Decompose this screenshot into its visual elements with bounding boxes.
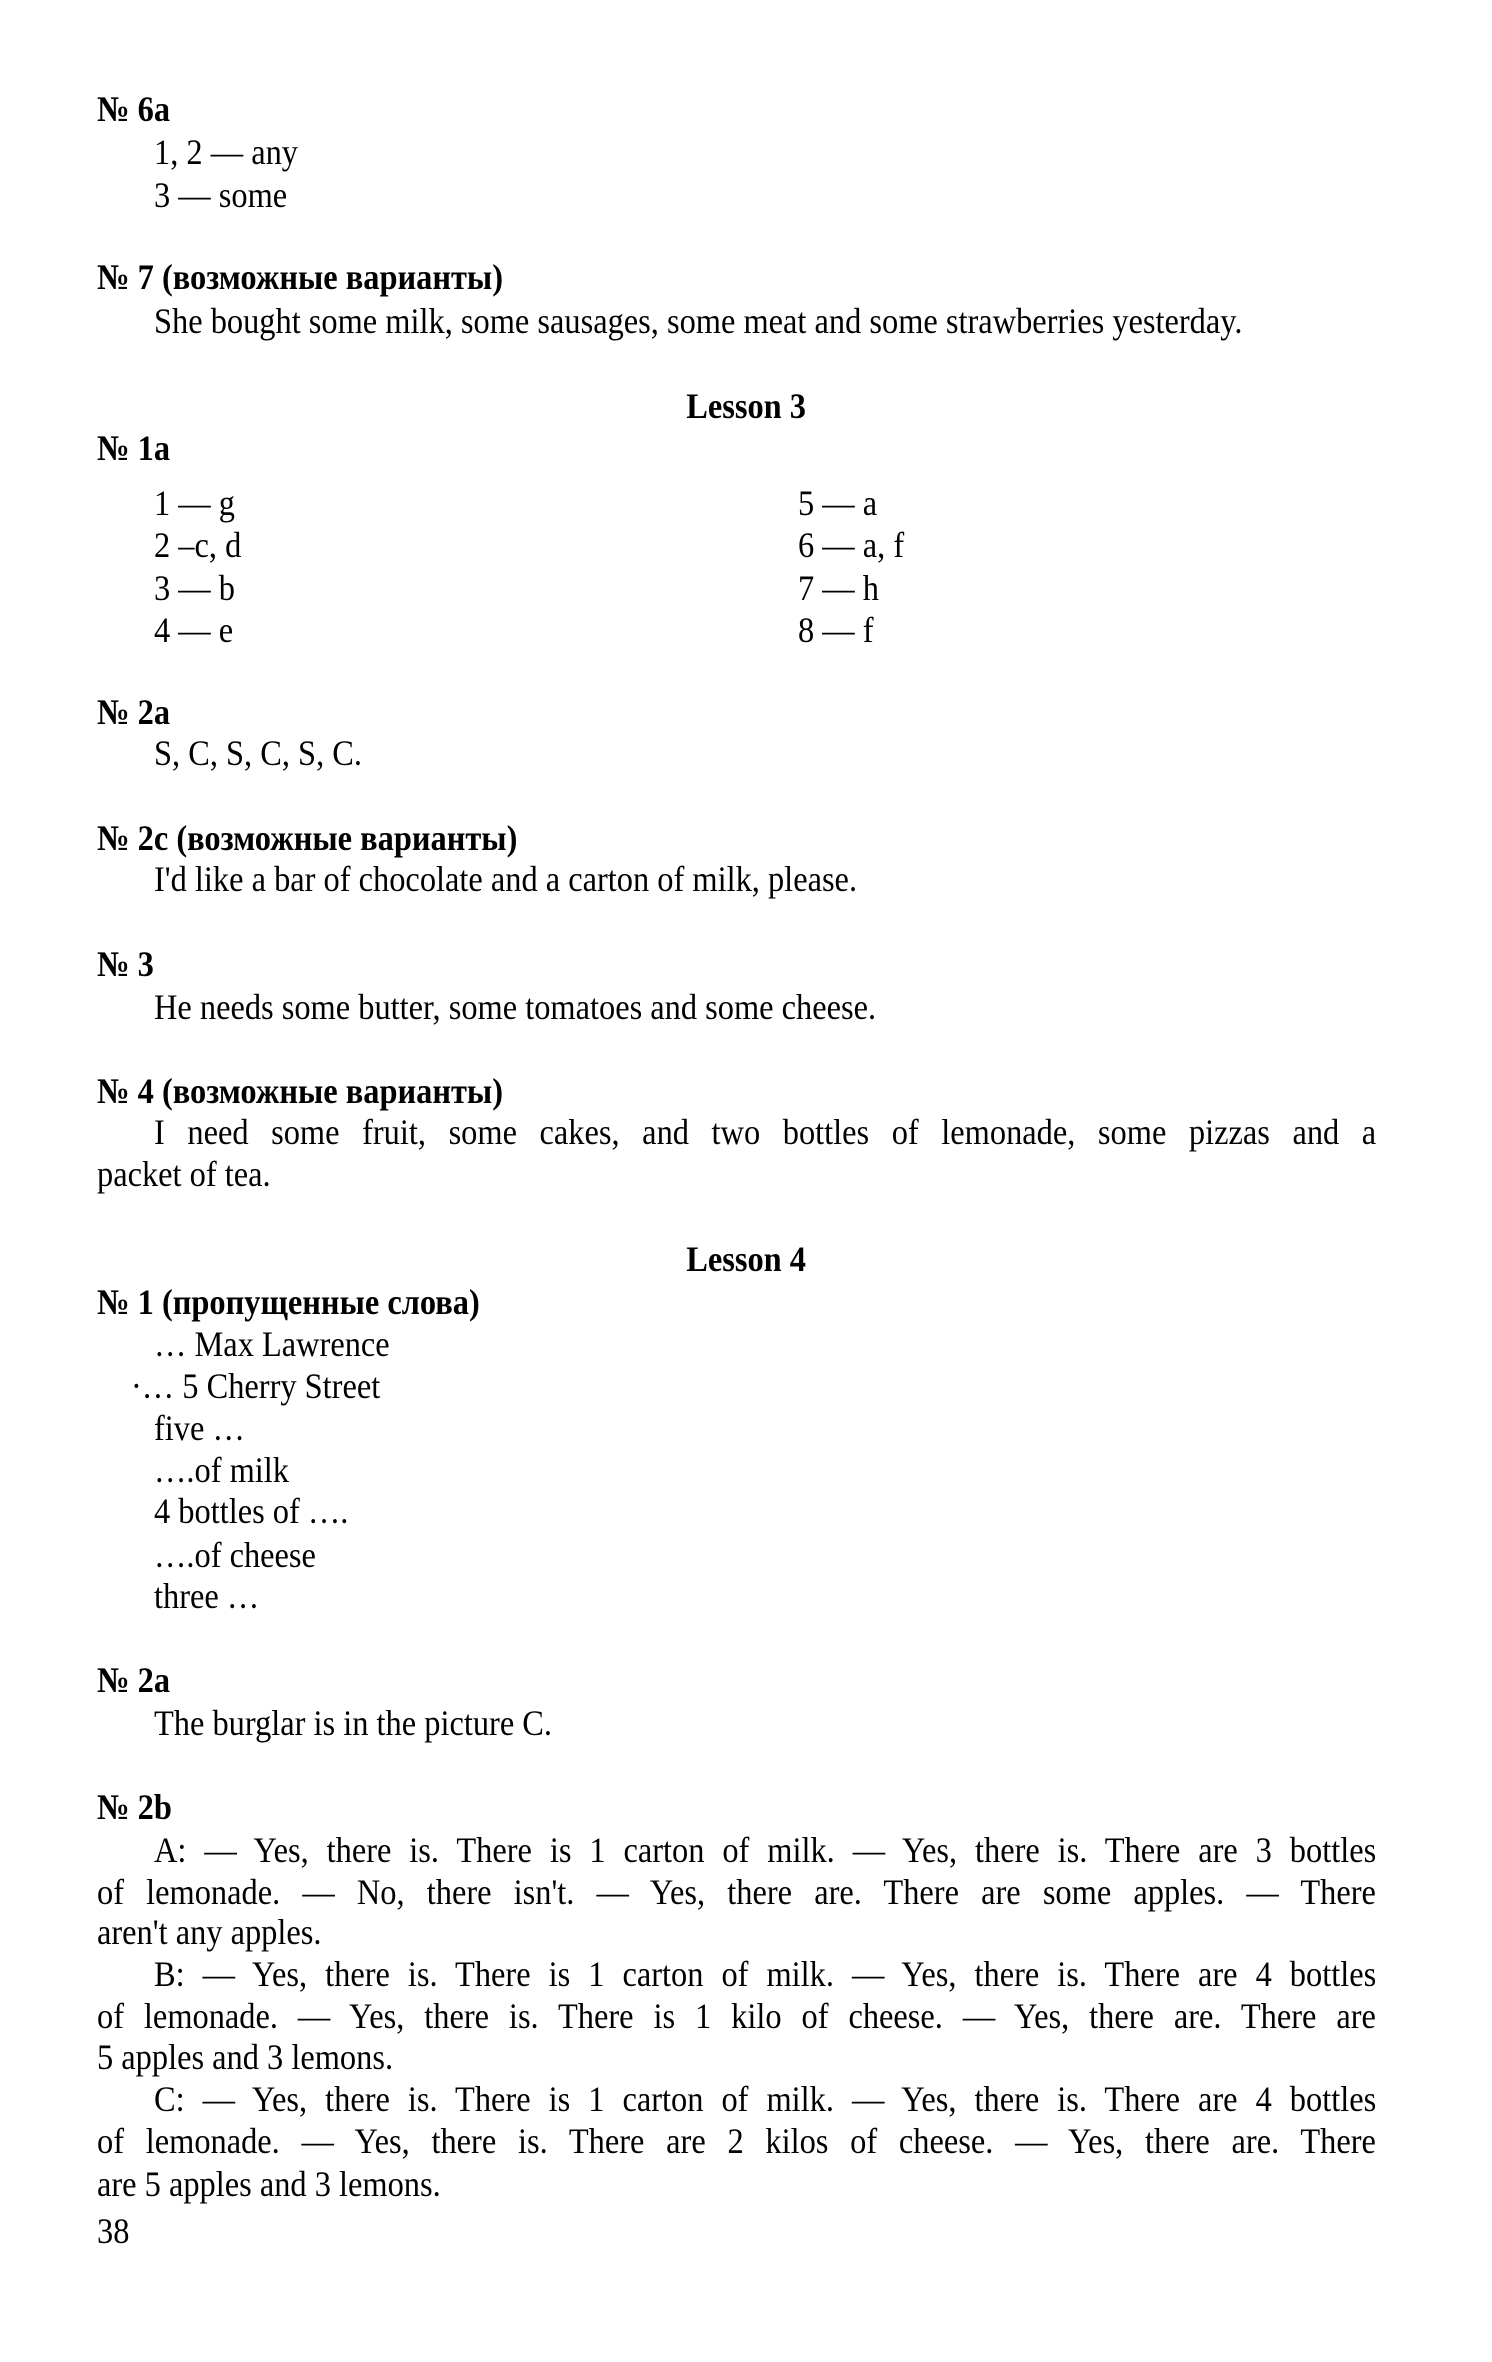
answer-line: three …	[154, 1576, 260, 1616]
answer-line: 7 — h	[798, 568, 879, 608]
answer-line: B: — Yes, there is. There is 1 carton of milk. — Yes, there is. There are 4 bottles	[154, 1954, 1377, 1994]
answer-line: 4 — e	[154, 610, 234, 650]
answer-line: I'd like a bar of chocolate and a carton of milk, please.	[154, 859, 858, 899]
answer-line: 1, 2 — any	[154, 132, 298, 172]
answer-line: are 5 apples and 3 lemons.	[97, 2164, 441, 2204]
exercise-3-heading: № 3	[97, 944, 154, 984]
exercise-2a-heading: № 2a	[97, 1660, 171, 1700]
answer-line: packet of tea.	[97, 1154, 271, 1194]
answer-line: 8 — f	[798, 610, 874, 650]
exercise-1a-heading: № 1a	[97, 428, 171, 468]
answer-line: 6 — a, f	[798, 525, 905, 565]
exercise-2c-heading: № 2c (возможные варианты)	[97, 818, 518, 858]
answer-line: 1 — g	[154, 483, 235, 523]
answer-line: C: — Yes, there is. There is 1 carton of milk. — Yes, there is. There are 4 bottles	[154, 2079, 1377, 2119]
exercise-7-heading: № 7 (возможные варианты)	[97, 257, 504, 297]
exercise-4-heading: № 4 (возможные варианты)	[97, 1071, 504, 1111]
answer-line: I need some fruit, some cakes, and two bottles of lemonade, some pizzas and a	[154, 1112, 1377, 1152]
answer-line: of lemonade. — Yes, there is. There are 2 kilos of cheese. — Yes, there are. There	[97, 2121, 1376, 2161]
answer-line: 5 apples and 3 lemons.	[97, 2037, 394, 2077]
answer-line: 2 –c, d	[154, 525, 242, 565]
exercise-6a-heading: № 6a	[97, 89, 171, 129]
answer-line: ….of cheese	[154, 1535, 316, 1575]
answer-line: of lemonade. — No, there isn't. — Yes, there are. There are some apples. — There	[97, 1872, 1376, 1912]
answer-line: 4 bottles of ….	[154, 1491, 349, 1531]
answer-line: She bought some milk, some sausages, some meat and some strawberries yesterday.	[154, 301, 1243, 341]
answer-line: ·… 5 Cherry Street	[131, 1366, 381, 1406]
answer-line: aren't any apples.	[97, 1912, 322, 1952]
answer-line: 5 — a	[798, 483, 878, 523]
answer-line: of lemonade. — Yes, there is. There is 1 kilo of cheese. — Yes, there are. There are	[97, 1996, 1376, 2036]
exercise-2b-heading: № 2b	[97, 1787, 172, 1827]
answer-line: five …	[154, 1408, 245, 1448]
answer-line: He needs some butter, some tomatoes and some cheese.	[154, 987, 877, 1027]
page-number: 38	[97, 2211, 130, 2251]
lesson-4-heading: Lesson 4	[686, 1239, 806, 1279]
answer-line: ….of milk	[154, 1450, 289, 1490]
answer-line: 3 — b	[154, 568, 235, 608]
answer-line: The burglar is in the picture C.	[154, 1703, 553, 1743]
answer-line: 3 — some	[154, 175, 288, 215]
answer-line: … Max Lawrence	[154, 1324, 390, 1364]
answer-line: S, C, S, C, S, C.	[154, 733, 362, 773]
lesson-3-heading: Lesson 3	[686, 386, 806, 426]
answer-line: A: — Yes, there is. There is 1 carton of milk. — Yes, there is. There are 3 bottles	[154, 1830, 1377, 1870]
exercise-2a-heading: № 2a	[97, 692, 171, 732]
exercise-1-heading: № 1 (пропущенные слова)	[97, 1282, 480, 1322]
